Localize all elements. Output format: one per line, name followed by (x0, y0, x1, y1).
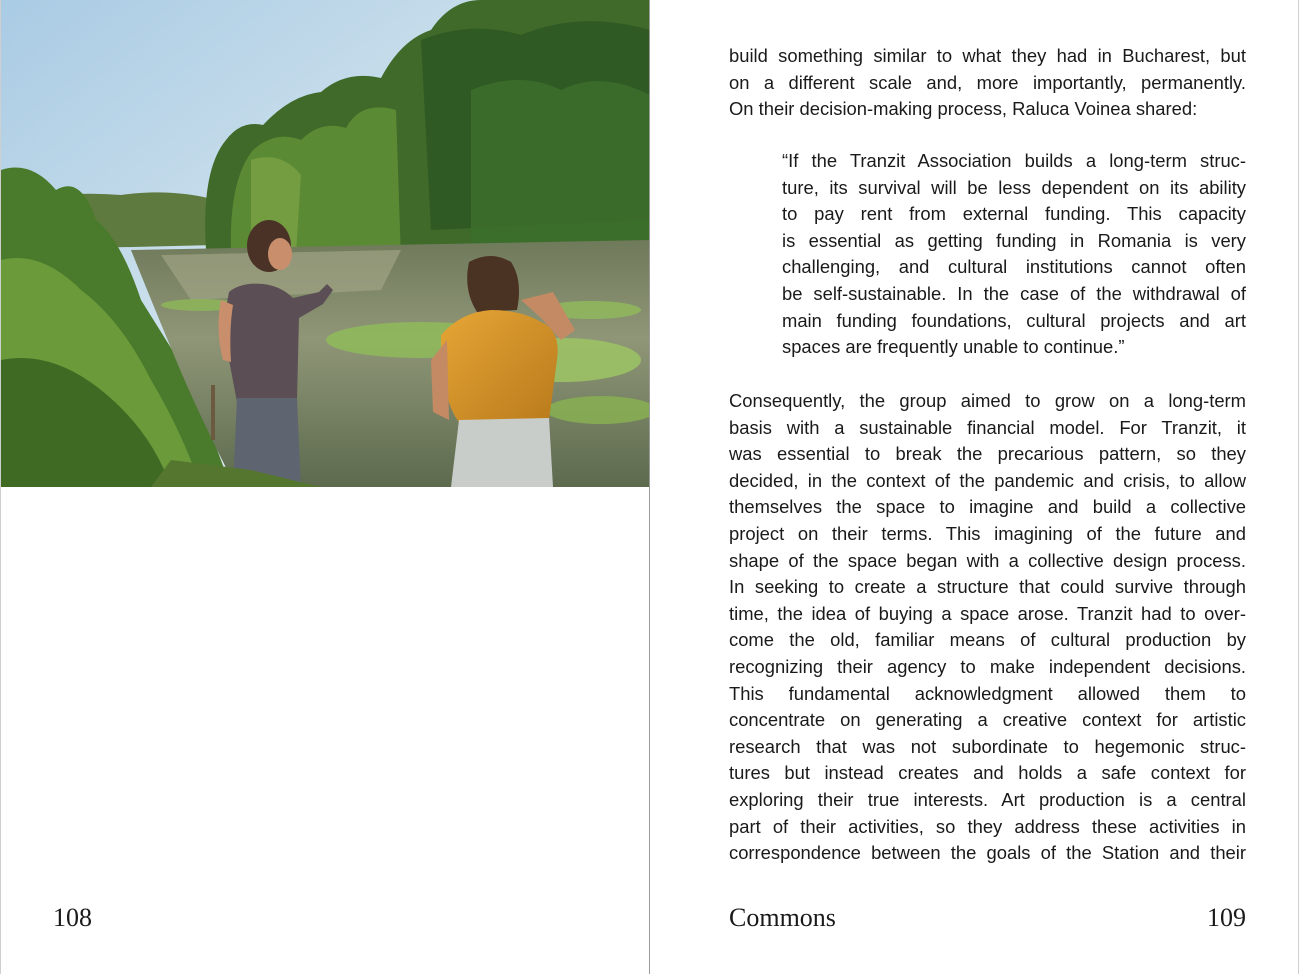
text-line: tures but instead creates and holds a safe context for (729, 762, 1246, 784)
text-line: shape of the space began with a collective design process. (729, 549, 1246, 571)
text-line: was essential to break the precarious pattern, so they (729, 443, 1246, 465)
quote-line: “If the Tranzit Association builds a long-term struc- (782, 150, 1246, 171)
text-line: Consequently, the group aimed to grow on a long-term (729, 390, 1246, 411)
quote-line: main funding foundations, cultural projects and art (782, 309, 1246, 331)
text-line: This fundamental acknowledgment allowed them to (729, 682, 1246, 704)
quote-line: challenging, and cultural institutions cannot often (782, 256, 1246, 278)
text-line: decided, in the context of the pandemic and crisis, to allow (729, 469, 1246, 491)
text-line: themselves the space to imagine and build a collective (729, 496, 1246, 518)
text-line: research that was not subordinate to hegemonic struc- (729, 735, 1246, 757)
quote-line: to pay rent from external funding. This capacity (782, 203, 1246, 225)
quote-line: be self-sustainable. In the case of the withdrawal of (782, 282, 1246, 304)
text-line: on a different scale and, more importantly, permanently. (729, 71, 1246, 93)
text-line: concentrate on generating a creative context for artistic (729, 709, 1246, 731)
text-line: basis with a sustainable financial model. For Tranzit, it (729, 416, 1246, 438)
page-number-right: 109 (1207, 903, 1246, 932)
text-line: exploring their true interests. Art production is a central (729, 788, 1246, 810)
left-page (0, 0, 649, 974)
text-line: time, the idea of buying a space arose. Tranzit had to over- (729, 602, 1246, 624)
intro-paragraph (729, 43, 1246, 123)
text-line: project on their terms. This imagining of the future and (729, 522, 1246, 544)
text-line: come the old, familiar means of cultural production by (729, 629, 1246, 651)
quote-line: spaces are frequently unable to continue.” (782, 336, 1125, 358)
text-line: part of their activities, so they address these activities in (729, 815, 1246, 837)
quote-line: is essential as getting funding in Romania is very (782, 229, 1246, 251)
body-paragraph (729, 388, 1246, 867)
quote-line: ture, its survival will be less dependent on its ability (782, 176, 1246, 198)
text-line: recognizing their agency to make independent decisions. (729, 655, 1246, 677)
river-photo (1, 0, 650, 487)
river-photo-illustration (1, 0, 650, 487)
page-number-left: 108 (53, 903, 92, 932)
block-quote (782, 148, 1246, 361)
right-page (650, 0, 1299, 974)
text-line: build something similar to what they had in Bucharest, but (729, 45, 1246, 66)
running-title: Commons (729, 903, 836, 932)
text-line: On their decision-making process, Raluca Voinea shared: (729, 98, 1198, 120)
text-line: correspondence between the goals of the Station and their (729, 842, 1246, 864)
text-line: In seeking to create a structure that could survive through (729, 576, 1246, 598)
